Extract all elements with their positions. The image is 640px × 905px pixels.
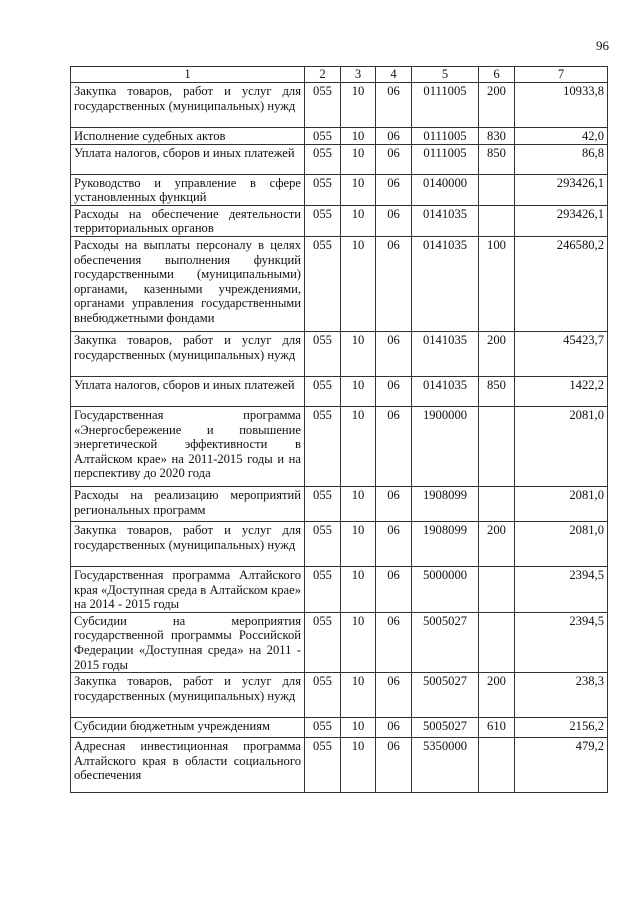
expense-type-code xyxy=(479,566,515,612)
expense-type-code xyxy=(479,486,515,521)
section-code: 10 xyxy=(341,376,376,406)
section-code: 10 xyxy=(341,128,376,145)
target-article-code: 5000000 xyxy=(412,566,479,612)
admin-code: 055 xyxy=(305,236,341,331)
expense-type-code: 850 xyxy=(479,144,515,174)
section-code: 10 xyxy=(341,486,376,521)
admin-code: 055 xyxy=(305,128,341,145)
section-code: 10 xyxy=(341,205,376,236)
budget-table xyxy=(70,66,608,793)
subsection-code: 06 xyxy=(376,486,412,521)
target-article-code: 0141035 xyxy=(412,205,479,236)
amount: 238,3 xyxy=(515,673,608,718)
table-row xyxy=(71,144,608,174)
amount: 42,0 xyxy=(515,128,608,145)
admin-code: 055 xyxy=(305,331,341,376)
admin-code: 055 xyxy=(305,205,341,236)
admin-code: 055 xyxy=(305,376,341,406)
row-name: Закупка товаров, работ и услуг для государственных (муниципальных) нужд xyxy=(71,83,305,128)
subsection-code: 06 xyxy=(376,612,412,672)
column-header: 7 xyxy=(515,67,608,83)
section-code: 10 xyxy=(341,612,376,672)
subsection-code: 06 xyxy=(376,406,412,486)
target-article-code: 5005027 xyxy=(412,718,479,738)
column-header: 3 xyxy=(341,67,376,83)
row-name: Исполнение судебных актов xyxy=(71,128,305,145)
amount: 45423,7 xyxy=(515,331,608,376)
section-code: 10 xyxy=(341,718,376,738)
section-code: 10 xyxy=(341,738,376,793)
amount: 2156,2 xyxy=(515,718,608,738)
amount: 2394,5 xyxy=(515,612,608,672)
subsection-code: 06 xyxy=(376,738,412,793)
column-header: 6 xyxy=(479,67,515,83)
amount: 86,8 xyxy=(515,144,608,174)
admin-code: 055 xyxy=(305,406,341,486)
amount: 479,2 xyxy=(515,738,608,793)
amount: 246580,2 xyxy=(515,236,608,331)
admin-code: 055 xyxy=(305,738,341,793)
expense-type-code xyxy=(479,612,515,672)
subsection-code: 06 xyxy=(376,521,412,566)
target-article-code: 5005027 xyxy=(412,612,479,672)
row-name: Закупка товаров, работ и услуг для государственных (муниципальных) нужд xyxy=(71,521,305,566)
section-code: 10 xyxy=(341,521,376,566)
amount: 1422,2 xyxy=(515,376,608,406)
admin-code: 055 xyxy=(305,486,341,521)
subsection-code: 06 xyxy=(376,331,412,376)
subsection-code: 06 xyxy=(376,376,412,406)
amount: 2081,0 xyxy=(515,486,608,521)
admin-code: 055 xyxy=(305,83,341,128)
table-row xyxy=(71,83,608,128)
amount: 293426,1 xyxy=(515,205,608,236)
row-name: Субсидии бюджетным учреждениям xyxy=(71,718,305,738)
admin-code: 055 xyxy=(305,521,341,566)
expense-type-code: 200 xyxy=(479,673,515,718)
expense-type-code xyxy=(479,174,515,205)
admin-code: 055 xyxy=(305,612,341,672)
row-name: Государственная программа «Энергосбережение и повышение энергетической эффективности в Алтайском крае» на 2011-2015 годы и на перспективу до 2020 года xyxy=(71,406,305,486)
expense-type-code xyxy=(479,406,515,486)
row-name: Расходы на реализацию мероприятий региональных программ xyxy=(71,486,305,521)
row-name: Закупка товаров, работ и услуг для государственных (муниципальных) нужд xyxy=(71,673,305,718)
amount: 10933,8 xyxy=(515,83,608,128)
section-code: 10 xyxy=(341,144,376,174)
admin-code: 055 xyxy=(305,673,341,718)
amount: 293426,1 xyxy=(515,174,608,205)
subsection-code: 06 xyxy=(376,236,412,331)
row-name: Расходы на выплаты персоналу в целях обеспечения выполнения функций государственными (муниципальными) органами, казенными учреждениями, органами управления государственными внебюджетными фондами xyxy=(71,236,305,331)
expense-type-code xyxy=(479,205,515,236)
admin-code: 055 xyxy=(305,718,341,738)
table-row xyxy=(71,128,608,145)
table-row xyxy=(71,612,608,672)
expense-type-code: 850 xyxy=(479,376,515,406)
expense-type-code: 100 xyxy=(479,236,515,331)
column-header: 4 xyxy=(376,67,412,83)
row-name: Государственная программа Алтайского края «Доступная среда в Алтайском крае» на 2014 - 2015 годы xyxy=(71,566,305,612)
row-name: Уплата налогов, сборов и иных платежей xyxy=(71,144,305,174)
target-article-code: 1900000 xyxy=(412,406,479,486)
table-row xyxy=(71,406,608,486)
row-name: Руководство и управление в сфере установленных функций xyxy=(71,174,305,205)
column-header: 2 xyxy=(305,67,341,83)
table-row xyxy=(71,486,608,521)
section-code: 10 xyxy=(341,83,376,128)
expense-type-code: 200 xyxy=(479,521,515,566)
expense-type-code: 830 xyxy=(479,128,515,145)
target-article-code: 0111005 xyxy=(412,83,479,128)
subsection-code: 06 xyxy=(376,205,412,236)
subsection-code: 06 xyxy=(376,144,412,174)
subsection-code: 06 xyxy=(376,128,412,145)
row-name: Адресная инвестиционная программа Алтайского края в области социального обеспечения xyxy=(71,738,305,793)
target-article-code: 0111005 xyxy=(412,144,479,174)
expense-type-code xyxy=(479,738,515,793)
subsection-code: 06 xyxy=(376,718,412,738)
subsection-code: 06 xyxy=(376,174,412,205)
target-article-code: 5350000 xyxy=(412,738,479,793)
admin-code: 055 xyxy=(305,144,341,174)
target-article-code: 0141035 xyxy=(412,331,479,376)
amount: 2394,5 xyxy=(515,566,608,612)
table-row xyxy=(71,205,608,236)
amount: 2081,0 xyxy=(515,406,608,486)
section-code: 10 xyxy=(341,566,376,612)
target-article-code: 0140000 xyxy=(412,174,479,205)
target-article-code: 0141035 xyxy=(412,376,479,406)
table-row xyxy=(71,174,608,205)
target-article-code: 0111005 xyxy=(412,128,479,145)
subsection-code: 06 xyxy=(376,673,412,718)
table-row xyxy=(71,673,608,718)
admin-code: 055 xyxy=(305,174,341,205)
section-code: 10 xyxy=(341,406,376,486)
target-article-code: 0141035 xyxy=(412,236,479,331)
row-name: Расходы на обеспечение деятельности территориальных органов xyxy=(71,205,305,236)
amount: 2081,0 xyxy=(515,521,608,566)
section-code: 10 xyxy=(341,174,376,205)
table-row xyxy=(71,376,608,406)
section-code: 10 xyxy=(341,673,376,718)
table-header-row xyxy=(71,67,608,83)
table-row xyxy=(71,566,608,612)
target-article-code: 1908099 xyxy=(412,521,479,566)
admin-code: 055 xyxy=(305,566,341,612)
table-row xyxy=(71,521,608,566)
column-header: 5 xyxy=(412,67,479,83)
row-name: Субсидии на мероприятия государственной программы Российской Федерации «Доступная среда» на 2011 - 2015 годы xyxy=(71,612,305,672)
table-row xyxy=(71,718,608,738)
table-row xyxy=(71,738,608,793)
column-header: 1 xyxy=(71,67,305,83)
page-number: 96 xyxy=(596,38,609,53)
subsection-code: 06 xyxy=(376,83,412,128)
table-row xyxy=(71,236,608,331)
section-code: 10 xyxy=(341,331,376,376)
expense-type-code: 200 xyxy=(479,331,515,376)
expense-type-code: 610 xyxy=(479,718,515,738)
row-name: Уплата налогов, сборов и иных платежей xyxy=(71,376,305,406)
table-row xyxy=(71,331,608,376)
section-code: 10 xyxy=(341,236,376,331)
subsection-code: 06 xyxy=(376,566,412,612)
target-article-code: 1908099 xyxy=(412,486,479,521)
target-article-code: 5005027 xyxy=(412,673,479,718)
row-name: Закупка товаров, работ и услуг для государственных (муниципальных) нужд xyxy=(71,331,305,376)
expense-type-code: 200 xyxy=(479,83,515,128)
